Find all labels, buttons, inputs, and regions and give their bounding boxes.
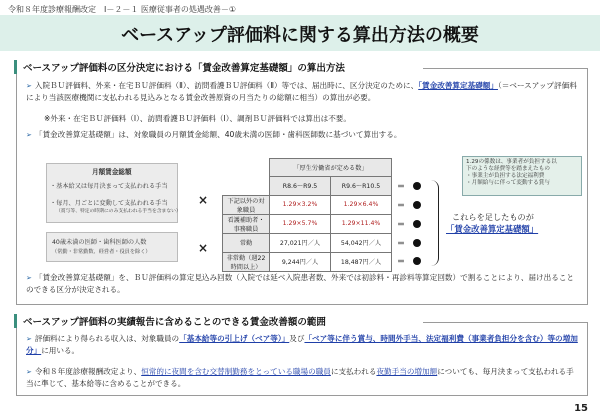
table-col2: R9.6～R10.5 (331, 177, 392, 196)
s2p2-text-b: に支払われる (330, 367, 377, 376)
arrow-bullet-icon: ➢ (26, 82, 32, 90)
result-dot (413, 201, 421, 209)
row-value-1: 27,021円／人 (270, 233, 331, 252)
row-value-2: 54,042円／人 (331, 233, 392, 252)
para3-text: 「賃金改善算定基礎額」を、ＢＵ評価料の算定見込み回数（入院では延べ入院患者数、外来では初診料・再診料等算定回数）で割ることにより、届け出ることのできる区分が決定される。 (26, 273, 575, 294)
section-heading-calculation: ベースアップ評価料の区分決定における「賃金改善算定基礎額」の算出方法 (14, 60, 423, 74)
result-dot (413, 220, 421, 228)
arrow-bullet-icon: ➢ (26, 131, 32, 139)
para1-highlight: 「賃金改善算定基礎額」 (418, 81, 498, 90)
result-dot (413, 239, 421, 247)
doctor-count-line2: （常勤・非常勤数、経営者・役員を除く） (52, 249, 151, 255)
table-row (223, 195, 392, 214)
row-value-2: 1.29×11.4% (331, 214, 392, 233)
s2p2-text-c: についても、毎月決まって支払われる手当に準じて、基本給等に含めることができる。 (26, 367, 574, 388)
para1-text-a: 入院ＢＵ評価料、外来・在宅ＢＵ評価料（Ⅱ）、訪問看護ＢＵ評価料（Ⅱ）等では、届出時に、区分決定のために、 (34, 81, 419, 90)
arrow-bullet-icon: ➢ (26, 368, 32, 376)
table-row (223, 233, 392, 252)
callout-line: 下のような経費等を踏まえたもの (466, 166, 550, 172)
para1-text-b: （＝ベースアップ評価料により当該医療機関に支払われる見込みとなる賃金改善原資の月当たりの総額に相当）の算出が必要。 (26, 81, 577, 102)
paragraph-basis (26, 129, 581, 141)
rate-table (222, 158, 392, 272)
row-label: 看護補助者・事務職員 (223, 214, 270, 233)
s2p1-text-b: 及び (289, 334, 305, 343)
callout-line: ・事業主が負担する法定福利費 (466, 173, 545, 179)
table-row (223, 252, 392, 271)
page-number: 15 (574, 403, 588, 414)
row-value-2: 18,487円／人 (331, 252, 392, 271)
paragraph-submission (26, 80, 581, 103)
table-row (223, 214, 392, 233)
note-exempt: ※外来・在宅ＢＵ評価料（Ⅰ）、訪問看護ＢＵ評価料（Ⅰ）、調剤ＢＵ評価料では算出は不要。 (44, 114, 351, 123)
row-label: 下記以外の対象職員 (223, 195, 270, 214)
equals-sign: ＝ (397, 239, 405, 248)
equals-sign: ＝ (397, 257, 405, 266)
paragraph-usage (26, 333, 581, 356)
s2p2-highlight-2: 夜勤手当の増加額 (376, 367, 438, 376)
monthly-wage-item2: ・毎月、月ごとに変動して支払われる手当 (50, 200, 168, 207)
s2p1-highlight-1: 「基本給等の引上げ（ベア等）」 (179, 334, 290, 343)
callout-line: 1.29の係数は、事業者が負担する以 (466, 159, 557, 165)
paragraph-night-allowance (26, 366, 581, 389)
callout-line: ・月額給与に伴って変動する賞与 (466, 180, 550, 186)
s2p1-text-a: 評価料により得られる収入は、対象職員の (34, 334, 180, 343)
result-dot (413, 257, 421, 265)
row-value-1: 9,244円／人 (270, 252, 331, 271)
sum-brace (428, 180, 439, 266)
s2p2-highlight-1: 恒常的に夜間を含む交替制勤務をとっている職場の職員 (141, 367, 331, 376)
row-value-1: 1.29×3.2% (270, 195, 331, 214)
section-heading-improvement: ベースアップ評価料の実績報告に含めることのできる賃金改善額の範囲 (14, 314, 423, 328)
equals-sign: ＝ (397, 182, 405, 191)
table-corner (223, 177, 270, 196)
multiply-sign-1: × (198, 193, 209, 207)
result-text-line1: これらを足したものが (452, 212, 534, 222)
header-breadcrumb: 令和８年度診療報酬改定 Ⅰ－２－１ 医療従事者の処遇改善－① (8, 5, 237, 14)
monthly-wage-item1: ・基本給又は毎月決まって支払われる手当 (50, 183, 168, 190)
row-label: 常勤 (223, 233, 270, 252)
row-value-2: 1.29×6.4% (331, 195, 392, 214)
table-corner (223, 159, 270, 177)
s2p1-text-c: に用いる。 (41, 346, 80, 355)
arrow-bullet-icon: ➢ (26, 274, 32, 282)
coefficient-callout (462, 156, 582, 196)
page-title: ベースアップ評価料に関する算出方法の概要 (121, 25, 479, 46)
result-dot (413, 182, 421, 190)
s2p2-text-a: 令和８年度診療報酬改定より、 (34, 367, 142, 376)
result-text-line2: 「賃金改善算定基礎額」 (446, 224, 539, 234)
paragraph-division (26, 272, 581, 295)
arrow-bullet-icon: ➢ (26, 335, 32, 343)
equals-sign: ＝ (397, 201, 405, 210)
equals-sign: ＝ (397, 220, 405, 229)
row-label: 非常勤（週22時間以上） (223, 252, 270, 271)
doctor-count-line1: 40歳未満の医師・歯科医師の人数 (52, 239, 147, 246)
table-header-top: 「厚生労働省が定める数」 (270, 159, 392, 177)
monthly-wage-item2-note: （賞与等、特定の時期にのみ支払われる手当を含まない） (56, 209, 181, 214)
row-value-1: 1.29×5.7% (270, 214, 331, 233)
multiply-sign-2: × (198, 241, 209, 255)
s2p1-highlight-2: 「ベア等に伴う賞与、時間外手当、法定福利費（事業者負担分を含む）等の増加分」 (26, 334, 578, 355)
para2-text: 「賃金改善算定基礎額」は、対象職員の月額賃金総額、40歳未満の医師・歯科医師数に基づいて算出する。 (34, 130, 402, 139)
table-col1: R8.6～R9.5 (270, 177, 331, 196)
monthly-wage-label: 月額賃金総額 (92, 168, 132, 176)
